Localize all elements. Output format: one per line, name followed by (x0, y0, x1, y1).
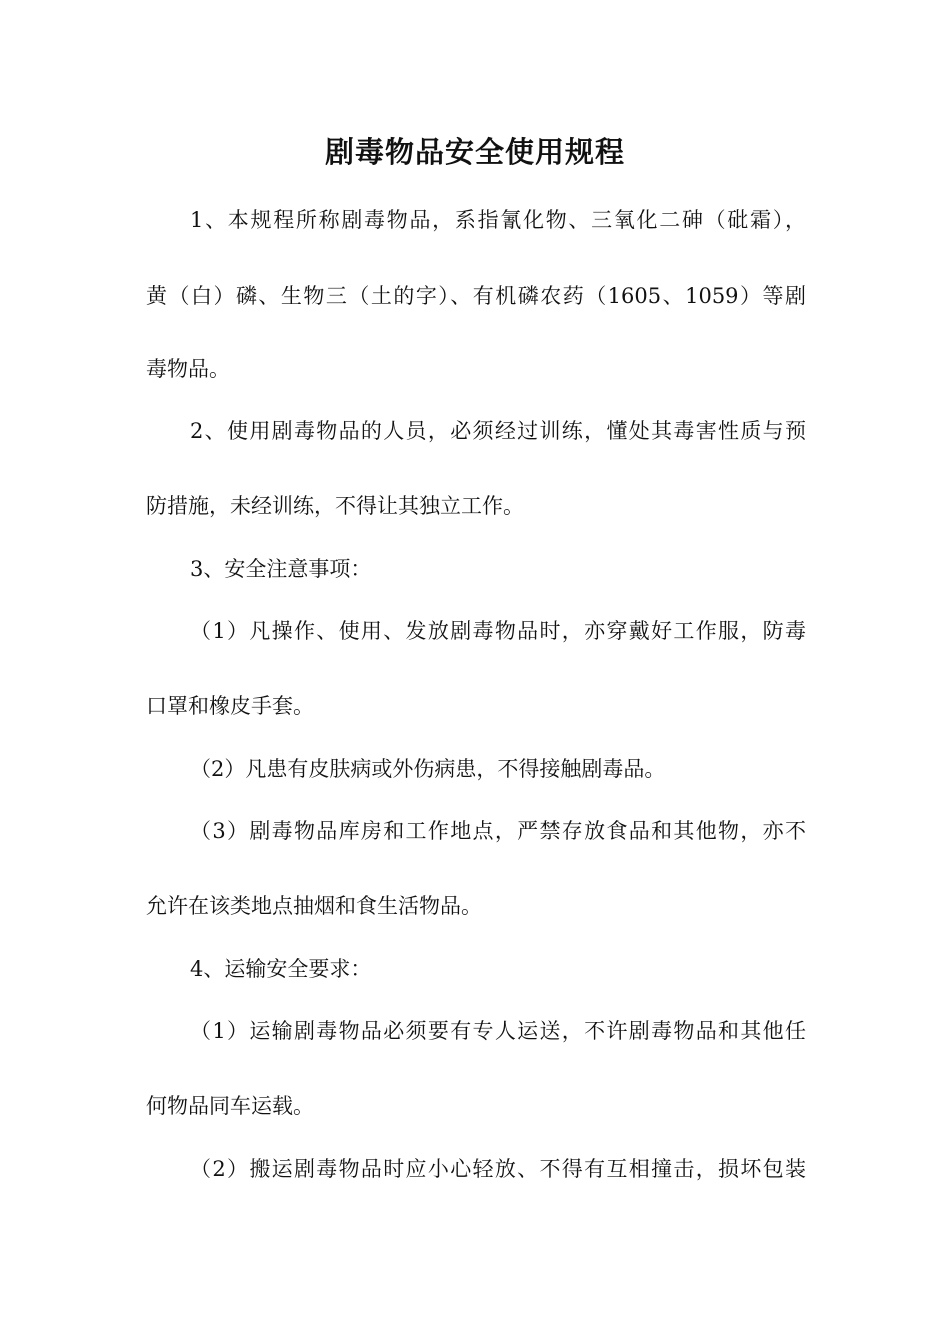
paragraph-line: （1）运输剧毒物品必须要有专人运送，不许剧毒物品和其他任 (190, 1019, 806, 1043)
paragraph-line: （2）凡患有皮肤病或外伤病患，不得接触剧毒品。 (190, 757, 666, 781)
paragraph-line: 毒物品。 (146, 357, 230, 381)
section-heading: 4、运输安全要求： (190, 957, 372, 981)
paragraph-line: （2）搬运剧毒物品时应小心轻放、不得有互相撞击，损坏包装 (190, 1157, 806, 1181)
document-title: 剧毒物品安全使用规程 (324, 135, 625, 169)
paragraph-line: 1、本规程所称剧毒物品，系指氰化物、三氧化二砷（砒霜）， (190, 208, 806, 232)
section-heading: 3、安全注意事项： (190, 557, 372, 581)
paragraph-line: 口罩和橡皮手套。 (146, 694, 314, 718)
paragraph-line: （3）剧毒物品库房和工作地点，严禁存放食品和其他物，亦不 (190, 819, 806, 843)
paragraph-line: （1）凡操作、使用、发放剧毒物品时，亦穿戴好工作服，防毒 (190, 619, 806, 643)
paragraph-line: 允许在该类地点抽烟和食生活物品。 (146, 894, 482, 918)
paragraph-line: 何物品同车运载。 (146, 1094, 314, 1118)
paragraph-line: 防措施，未经训练，不得让其独立工作。 (146, 494, 524, 518)
paragraph-line: 2、使用剧毒物品的人员，必须经过训练，懂处其毒害性质与预 (190, 419, 806, 443)
paragraph-line: 黄（白）磷、生物三（土的字）、有机磷农药（1605、1059）等剧 (146, 284, 806, 308)
